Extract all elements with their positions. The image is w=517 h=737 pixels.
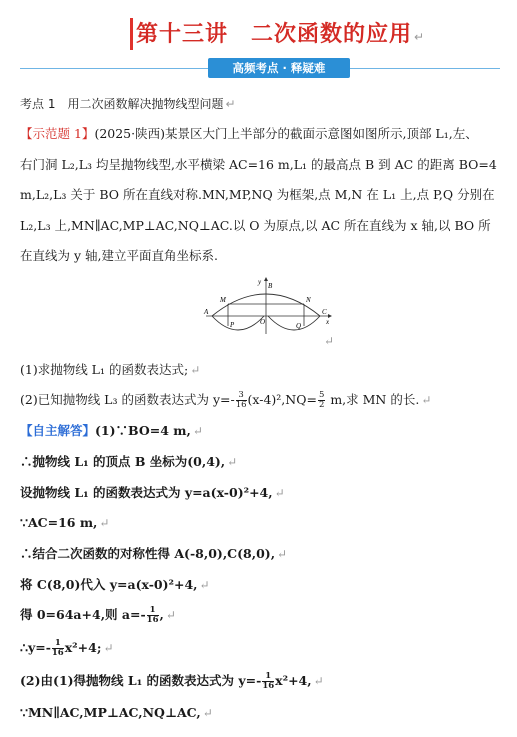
parabola-l3	[268, 316, 320, 330]
label-o: O	[260, 318, 266, 326]
return-mark: ↵	[421, 393, 432, 407]
return-mark: ↵	[165, 608, 176, 622]
fraction	[318, 391, 325, 410]
solution-text: (1)∵BO=4 m,	[95, 423, 191, 438]
fraction-numerator: 1	[262, 672, 274, 682]
return-mark: ↵	[192, 424, 203, 438]
problem-tag: 【示范题 1】	[20, 126, 95, 141]
question-1-text: (1)求抛物线 L₁ 的函数表达式;	[20, 362, 189, 377]
problem-source: (2025·陕西)	[94, 126, 165, 141]
solution-line-8	[20, 638, 114, 658]
return-mark: ↵	[190, 363, 201, 377]
question-2	[20, 390, 431, 410]
question-2-text: (x-4)²,NQ=	[247, 392, 317, 407]
solution-text: 将 C(8,0)代入 y=a(x-0)²+4,	[20, 577, 198, 592]
label-x: x	[326, 318, 330, 326]
solution-line-4	[20, 513, 109, 533]
fraction-denominator: 16	[146, 615, 159, 625]
problem-text: m,L₂,L₃ 关于 BO 所在直线对称.MN,MP,NQ 为框架,点 M,N 在 L₁ 上,点 P,Q 分别在	[20, 187, 495, 202]
return-mark: ↵	[274, 486, 285, 500]
page-title	[136, 17, 425, 48]
return-mark: ↵	[227, 455, 238, 469]
return-mark: ↵	[277, 547, 288, 561]
return-mark: ↵	[202, 706, 213, 720]
solution-text: x²+4;	[64, 640, 102, 655]
solution-line-7	[20, 605, 176, 625]
label-n: N	[306, 296, 311, 304]
question-2-text: m,求 MN 的长.	[326, 392, 420, 407]
problem-text: 某景区大门上半部分的截面示意图如图所示,顶部 L₁,左、	[164, 126, 478, 141]
fraction-denominator: 2	[318, 400, 325, 410]
fraction-numerator: 5	[318, 390, 325, 400]
problem-line-1	[20, 124, 478, 144]
solution-text: ∵MN∥AC,MP⊥AC,NQ⊥AC,	[20, 705, 201, 720]
fraction-denominator: 16	[51, 648, 64, 658]
question-1	[20, 360, 200, 380]
label-b: B	[268, 282, 273, 290]
problem-text: 在直线为 y 轴,建立平面直角坐标系.	[20, 248, 218, 263]
solution-line-9	[20, 671, 324, 691]
solution-text: ∴结合二次函数的对称性得 A(-8,0),C(8,0),	[20, 546, 276, 561]
problem-line-4	[20, 216, 491, 236]
problem-line-2	[20, 155, 497, 175]
problem-line-5	[20, 246, 218, 266]
kaodian-text: 考点 1 用二次函数解决抛物线型问题	[20, 97, 224, 111]
return-mark: ↵	[199, 578, 210, 592]
fraction-numerator: 3	[236, 391, 247, 401]
return-mark: ↵	[313, 674, 324, 688]
solution-line-1	[20, 421, 203, 441]
problem-line-3	[20, 185, 495, 205]
fraction-denominator: 16	[262, 681, 275, 691]
question-2-text: (2)已知抛物线 L₃ 的函数表达式为 y=-	[20, 392, 235, 407]
return-mark: ↵	[414, 30, 426, 44]
label-p: P	[230, 321, 235, 329]
solution-text: 设抛物线 L₁ 的函数表达式为 y=a(x-0)²+4,	[20, 485, 273, 500]
fraction-numerator: 1	[52, 639, 64, 649]
label-c: C	[322, 308, 327, 316]
solution-line-3	[20, 483, 285, 503]
section-badge: 高频考点 · 释疑难	[208, 58, 350, 78]
y-axis-arrow	[264, 277, 268, 281]
solution-text: ,	[159, 607, 164, 622]
page-title-text: 第十三讲 二次函数的应用	[136, 22, 413, 47]
fraction-numerator: 1	[147, 606, 159, 616]
label-m: M	[220, 296, 226, 304]
solution-text: (2)由(1)得抛物线 L₁ 的函数表达式为 y=-	[20, 673, 262, 688]
fraction	[236, 391, 247, 410]
solution-text: ∴y=-	[20, 640, 51, 655]
arch-figure	[198, 276, 338, 350]
return-mark: ↵	[99, 516, 110, 530]
title-accent-bar	[130, 18, 133, 50]
solution-line-5	[20, 544, 287, 564]
solution-line-6	[20, 575, 210, 595]
solution-text: ∴抛物线 L₁ 的顶点 B 坐标为(0,4),	[20, 454, 226, 469]
arch-diagram	[198, 276, 338, 346]
solution-tag: 【自主解答】	[20, 423, 96, 438]
solution-text: ∵AC=16 m,	[20, 515, 98, 530]
fraction-denominator: 16	[235, 400, 247, 410]
label-a: A	[204, 308, 209, 316]
problem-text: L₂,L₃ 上,MN∥AC,MP⊥AC,NQ⊥AC.以 O 为原点,以 AC 所在直线为 x 轴,以 BO 所	[20, 218, 491, 233]
fraction	[262, 672, 274, 691]
label-q: Q	[296, 322, 302, 330]
solution-text: 得 0=64a+4,则 a=-	[20, 607, 146, 622]
fraction	[147, 606, 159, 625]
parabola-l2	[212, 316, 264, 330]
solution-text: x²+4,	[275, 673, 312, 688]
label-y: y	[258, 278, 262, 286]
kaodian-heading	[20, 94, 236, 114]
return-mark: ↵	[324, 334, 335, 348]
fraction	[52, 639, 64, 658]
solution-line-2	[20, 452, 237, 472]
problem-text: 右门洞 L₂,L₃ 均呈抛物线型,水平横梁 AC=16 m,L₁ 的最高点 B 到 AC 的距离 BO=4	[20, 157, 497, 172]
return-mark: ↵	[103, 641, 114, 655]
return-mark: ↵	[225, 97, 236, 111]
solution-line-10	[20, 703, 213, 723]
